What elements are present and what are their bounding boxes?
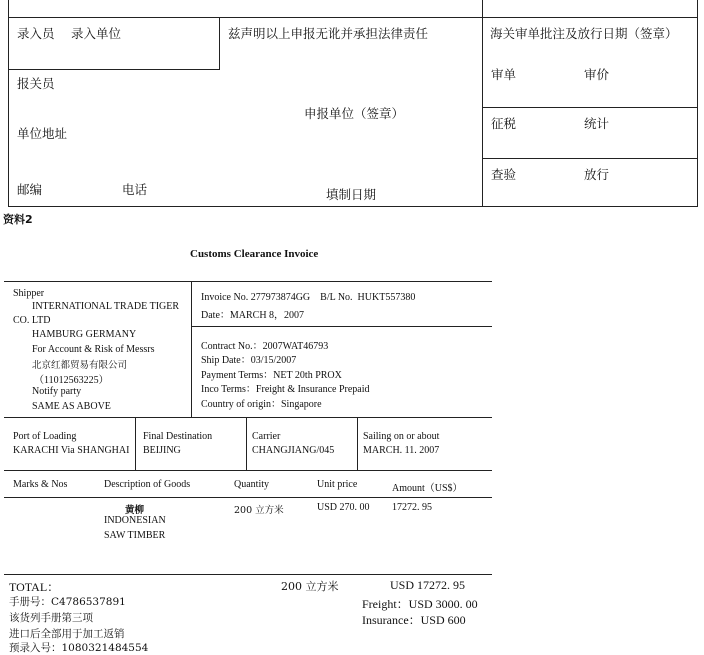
processing-note: 进口后全部用于加工返销 (9, 628, 125, 640)
form-right-border (697, 0, 698, 206)
col-header-description: Description of Goods (104, 479, 191, 490)
consignee-name-cn: 北京红都贸易有限公司 (32, 360, 128, 371)
payment-terms-line: Payment Terms：NET 20th PROX (201, 370, 342, 381)
final-destination-label: Final Destination (143, 431, 213, 442)
ship-date-line: Ship Date：03/15/2007 (201, 355, 297, 366)
goods-name-en-1: INDONESIAN (104, 515, 166, 526)
entry-unit-label: 录入单位 (71, 26, 122, 41)
review-label: 审单 (491, 67, 517, 82)
port-loading-label: Port of Loading (13, 431, 77, 442)
declaration-statement: 兹声明以上申报无讹并承担法律责任 (228, 26, 429, 41)
invoice-line-contract (191, 326, 492, 327)
invoice-line-shipping (4, 417, 492, 418)
entry-clerk-label: 录入员 (17, 26, 55, 41)
goods-name-en-2: SAW TIMBER (104, 530, 166, 541)
inspection-label: 查验 (491, 167, 517, 182)
goods-unit-price: USD 270. 00 (317, 502, 370, 513)
notify-party-label: Notify party (32, 386, 82, 397)
invoice-number-line: Invoice No. 277973874GG B/L No. HUKT557380 (201, 292, 416, 303)
goods-quantity: 200 立方米 (234, 505, 284, 516)
goods-amount: 17272. 95 (392, 502, 432, 513)
invoice-title: Customs Clearance Invoice (190, 248, 319, 260)
sailing-label: Sailing on or about (363, 431, 440, 442)
postcode-label: 邮编 (17, 182, 43, 197)
unit-address-label: 单位地址 (17, 126, 68, 141)
invoice-dest-divider (246, 417, 247, 470)
form-bottom-border (8, 206, 698, 207)
col-header-quantity: Quantity (234, 479, 269, 490)
invoice-shipper-divider (191, 281, 192, 417)
freight-line: Freight：USD 3000. 00 (362, 597, 478, 611)
total-quantity: 200 立方米 (281, 580, 339, 593)
shipper-label: Shipper (13, 288, 45, 299)
handbook-item: 该货列手册第三项 (9, 612, 93, 624)
sailing-value: MARCH. 11. 2007 (363, 445, 440, 456)
declarant-label: 报关员 (17, 76, 55, 91)
form-divider-right (482, 0, 483, 206)
invoice-line-top (4, 281, 492, 282)
form-line-customs-1 (482, 107, 697, 108)
goods-name-cn: 黄柳 (125, 505, 145, 516)
invoice-port-divider (135, 417, 136, 470)
carrier-value: CHANGJIANG/045 (252, 445, 335, 456)
notify-party-value: SAME AS ABOVE (32, 401, 111, 412)
final-destination-value: BEIJING (143, 445, 181, 456)
consignee-code: （11012563225） (34, 375, 109, 386)
for-account-label: For Account & Risk of Messrs (32, 344, 155, 355)
col-header-amount: Amount（US$） (392, 483, 463, 494)
carrier-label: Carrier (252, 431, 281, 442)
statistics-label: 统计 (584, 116, 610, 131)
invoice-line-columns-bottom (4, 497, 492, 498)
form-line-entry (8, 69, 220, 70)
handbook-number: 手册号：C4786537891 (9, 596, 126, 608)
form-line-customs-2 (482, 158, 697, 159)
phone-label: 电话 (122, 182, 148, 197)
total-label: TOTAL： (9, 580, 60, 594)
invoice-line-total (4, 574, 492, 575)
port-loading-value: KARACHI Via SHANGHAI (13, 445, 130, 456)
inco-terms-line: Inco Terms：Freight & Insurance Prepaid (201, 384, 370, 395)
customs-approval-header: 海关审单批注及放行日期（签章） (490, 26, 678, 41)
form-left-border (8, 0, 9, 206)
release-label: 放行 (584, 167, 610, 182)
country-of-origin-line: Country of origin：Singapore (201, 399, 322, 410)
col-header-marks: Marks & Nos (13, 479, 68, 490)
contract-number-line: Contract No.：2007WAT46793 (201, 341, 329, 352)
shipper-city: HAMBURG GERMANY (32, 329, 137, 340)
shipper-name-2: CO. LTD (13, 315, 51, 326)
invoice-line-columns-top (4, 470, 492, 471)
form-divider-mid (219, 17, 220, 69)
invoice-carrier-divider (357, 417, 358, 470)
fill-date-label: 填制日期 (326, 187, 377, 202)
pre-entry-number: 预录入号：1080321484554 (9, 642, 149, 654)
tax-label: 征税 (491, 116, 517, 131)
invoice-date-line: Date：MARCH 8，2007 (201, 310, 305, 321)
insurance-line: Insurance：USD 600 (362, 613, 466, 627)
shipper-name-1: INTERNATIONAL TRADE TIGER (32, 301, 180, 312)
material-label: 资料2 (3, 213, 33, 226)
total-amount: USD 17272. 95 (390, 578, 466, 592)
pricing-label: 审价 (584, 67, 610, 82)
form-top-border (8, 17, 698, 18)
declaring-unit-label: 申报单位（签章） (304, 106, 405, 121)
col-header-unit-price: Unit price (317, 479, 358, 490)
